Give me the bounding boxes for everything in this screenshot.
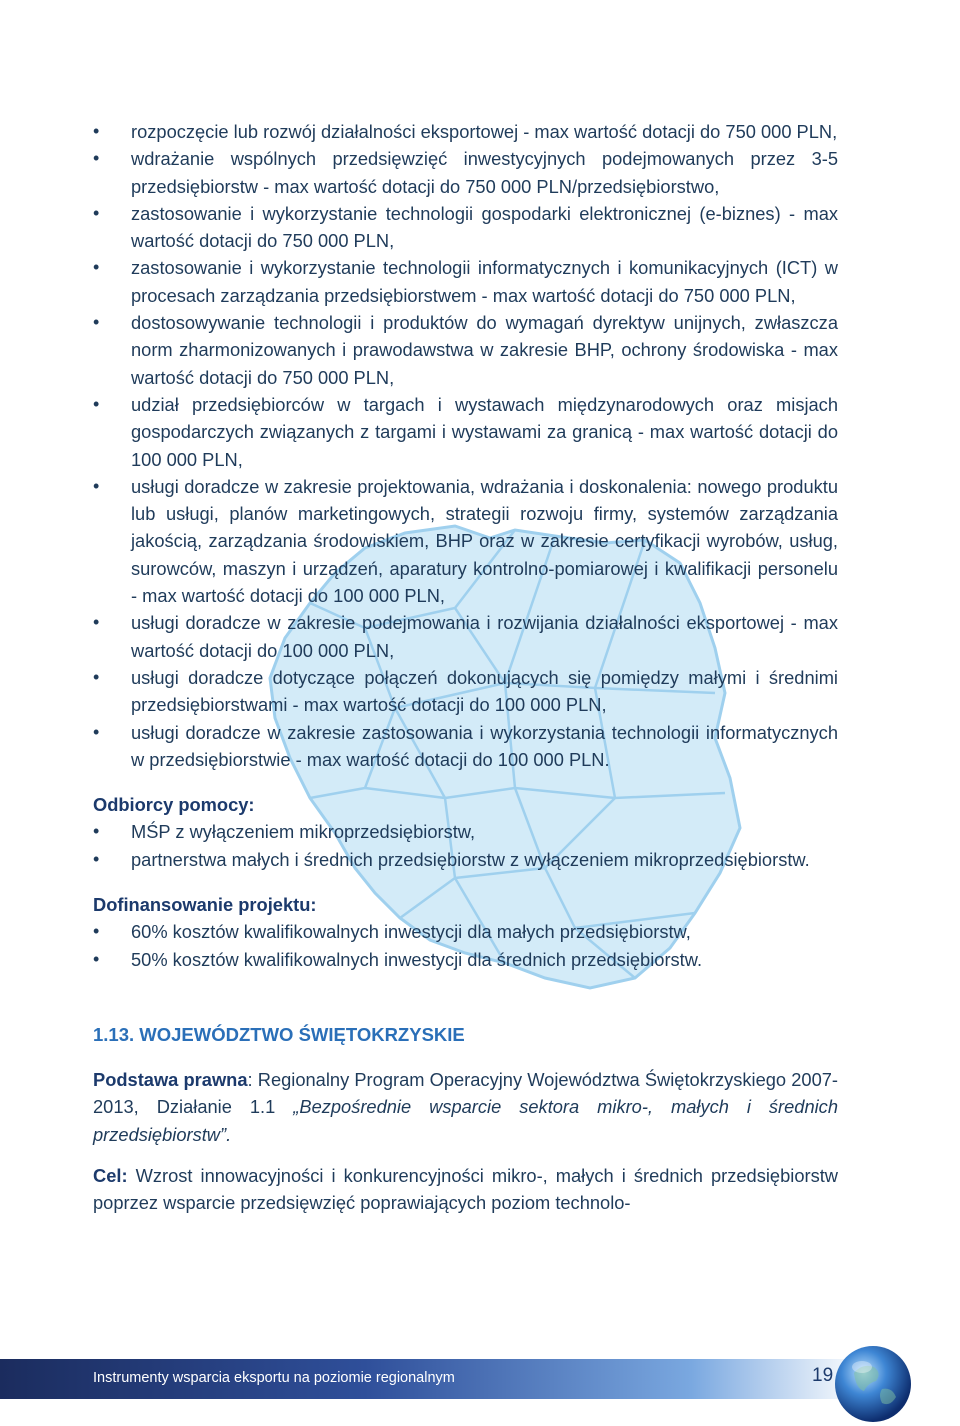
bullet-icon: • bbox=[93, 202, 100, 223]
list-item bbox=[93, 391, 838, 473]
list-item-text: usługi doradcze dotyczące połączeń dokonujących się pomiędzy małymi i średnimi przedsiębiorstwami - max wartość dotacji do 100 000 PLN, bbox=[131, 666, 838, 716]
bullet-icon: • bbox=[93, 721, 100, 742]
list-item-text: zastosowanie i wykorzystanie technologii gospodarki elektronicznej (e-biznes) - max wartość dotacji do 750 000 PLN, bbox=[131, 202, 838, 252]
list-item-text: zastosowanie i wykorzystanie technologii informatycznych i komunikacyjnych (ICT) w procesach zarządzania przedsiębiorstwem - max wartość dotacji do 750 000 PLN, bbox=[131, 257, 838, 306]
recipients-list bbox=[93, 818, 838, 873]
legal-basis-label: Podstawa prawna bbox=[93, 1068, 248, 1090]
list-item bbox=[93, 918, 838, 945]
list-item bbox=[93, 609, 838, 664]
recipients-label: Odbiorcy pomocy: bbox=[93, 794, 255, 816]
bullet-icon: • bbox=[93, 121, 100, 141]
list-item bbox=[93, 946, 838, 973]
bullet-icon: • bbox=[93, 475, 100, 496]
page-number: 19 bbox=[812, 1365, 834, 1386]
list-item bbox=[93, 200, 838, 255]
list-item-text: udział przedsiębiorców w targach i wystawach międzynarodowych oraz misjach gospodarczych związanych z targami i wystawami za granicą - max wartość dotacji do 100 000 PLN, bbox=[131, 393, 838, 470]
list-item-text: MŚP z wyłączeniem mikroprzedsiębiorstw, bbox=[131, 821, 476, 843]
list-item-text: usługi doradcze w zakresie zastosowania i wykorzystania technologii informatycznych w przedsiębiorstwie - max wartość dotacji do 100 000 PLN. bbox=[131, 721, 838, 770]
cofinancing-list bbox=[93, 918, 838, 973]
goal-label: Cel: bbox=[93, 1164, 128, 1186]
bullet-icon: • bbox=[93, 393, 100, 414]
list-item-text: usługi doradcze w zakresie projektowania, wdrażania i doskonalenia: nowego produktu lub usługi, planów marketingowych, strategii rozwoju firmy, systemów zarządzania jakością, zarządzania środowiskiem, BHP oraz w zakresie certyfikacji wyrobów, usług, surowców, maszyn i urządzeń, aparatury kontrolno-pomiarowej i kwalifikacji personelu - max wartość dotacji do 100 000 PLN, bbox=[131, 475, 838, 607]
list-item-text: 50% kosztów kwalifikowalnych inwestycji dla średnich przedsiębiorstw. bbox=[131, 948, 703, 970]
list-item-text: usługi doradcze w zakresie podejmowania i rozwijania działalności eksportowej - max wartość dotacji do 100 000 PLN, bbox=[131, 612, 838, 661]
footer-title: Instrumenty wsparcia eksportu na poziomie regionalnym bbox=[93, 1370, 455, 1386]
legal-basis-italic: „Bezpośrednie wsparcie sektora mikro-, małych i średnich przedsiębiorstw”. bbox=[93, 1096, 838, 1145]
list-item bbox=[93, 145, 838, 200]
bullet-icon: • bbox=[93, 848, 100, 869]
bullet-icon: • bbox=[93, 312, 100, 333]
bullet-icon: • bbox=[93, 821, 100, 842]
list-item-text: 60% kosztów kwalifikowalnych inwestycji dla małych przedsiębiorstw, bbox=[131, 921, 691, 943]
section-heading: 1.13. WOJEWÓDZTWO ŚWIĘTOKRZYSKIE bbox=[93, 1023, 465, 1045]
list-item bbox=[93, 309, 838, 391]
list-item-text: partnerstwa małych i średnich przedsiębiorstw z wyłączeniem mikroprzedsiębiorstw. bbox=[131, 848, 810, 870]
legal-basis-paragraph bbox=[93, 1066, 838, 1148]
legal-basis-text: : Regionalny Program Operacyjny Województwa Świętokrzyskiego 2007-2013, Działanie 1.1 bbox=[93, 1068, 838, 1118]
goal-text: Wzrost innowacyjności i konkurencyjności mikro-, małych i średnich przedsiębiorstw poprzez wsparcie przedsięwzięć poprawiających poziom technolo- bbox=[93, 1164, 838, 1214]
list-item bbox=[93, 118, 838, 145]
list-item-text: dostosowywanie technologii i produktów do wymagań dyrektyw unijnych, zwłaszcza norm zharmonizowanych i prawodawstwa w zakresie BHP, ochrony środowiska - max wartość dotacji do 750 000 PLN, bbox=[131, 312, 838, 388]
list-item bbox=[93, 719, 838, 774]
bullet-icon: • bbox=[93, 612, 100, 633]
list-item bbox=[93, 254, 838, 309]
bullet-icon: • bbox=[93, 948, 100, 969]
bullet-icon: • bbox=[93, 666, 100, 687]
goal-paragraph bbox=[93, 1162, 838, 1217]
list-item-text: wdrażanie wspólnych przedsięwzięć inwestycyjnych podejmowanych przez 3-5 przedsiębiorstw - max wartość dotacji do 750 000 PLN/przedsiębiorstwo, bbox=[131, 148, 838, 197]
globe-icon bbox=[832, 1343, 914, 1425]
bullet-icon: • bbox=[93, 257, 100, 278]
bullet-icon: • bbox=[93, 148, 100, 169]
funding-list bbox=[93, 118, 838, 773]
list-item bbox=[93, 664, 838, 719]
list-item-text: rozpoczęcie lub rozwój działalności eksportowej - max wartość dotacji do 750 000 PLN, bbox=[131, 121, 838, 142]
list-item bbox=[93, 846, 838, 873]
cofinancing-label: Dofinansowanie projektu: bbox=[93, 894, 317, 916]
page-content bbox=[93, 118, 838, 1216]
bullet-icon: • bbox=[93, 921, 100, 942]
list-item bbox=[93, 473, 838, 609]
page-footer bbox=[0, 1359, 960, 1399]
list-item bbox=[93, 818, 838, 845]
